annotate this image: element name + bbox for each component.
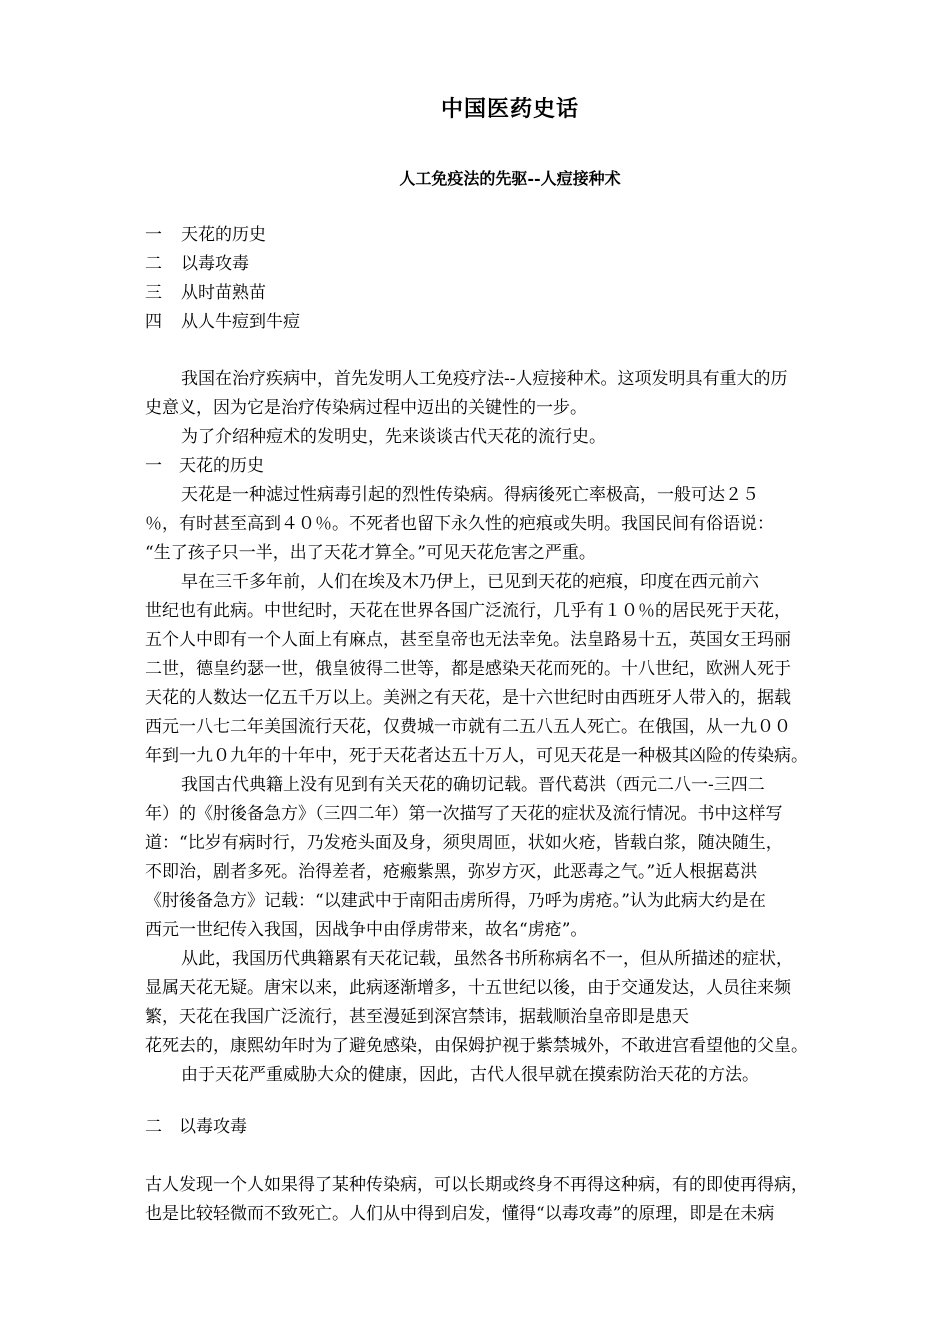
body-line: 繁，天花在我国广泛流行，甚至漫延到深宫禁讳，据载顺治皇帝即是患天: [145, 1007, 689, 1027]
body-line: “生了孩子只一半，出了天花才算全。”可见天花危害之严重。: [145, 543, 596, 563]
body-line: 不即治，剧者多死。治得差者，疮瘢紫黑，弥岁方灭，此恶毒之气。”近人根据葛洪: [145, 862, 758, 882]
body-line: 五个人中即有一个人面上有麻点，甚至皇帝也无法幸免。法皇路易十五，英国女王玛丽: [145, 630, 791, 650]
body-line: 我国在治疗疾病中，首先发明人工免疫疗法--人痘接种术。这项发明具有重大的历: [181, 369, 788, 389]
toc-item: [145, 308, 300, 336]
page-title: 中国医药史话: [440, 96, 579, 122]
body-line: 天花是一种滤过性病毒引起的烈性传染病。得病後死亡率极高，一般可达２５: [181, 485, 759, 505]
body-line: ％，有时甚至高到４０％。不死者也留下永久性的疤痕或失明。我国民间有俗语说：: [145, 514, 774, 534]
toc-item: [145, 221, 266, 249]
toc-item: [145, 250, 249, 278]
toc-number: 四: [145, 312, 162, 332]
body-line: 显属天花无疑。唐宋以来，此病逐渐增多，十五世纪以後，由于交通发达，人员往来频: [145, 978, 791, 998]
body-line: 早在三千多年前，人们在埃及木乃伊上，已见到天花的疤痕，印度在西元前六: [181, 572, 759, 592]
toc-text: 从人牛痘到牛痘: [181, 312, 300, 332]
toc-text: 从时苗熟苗: [181, 283, 266, 303]
body-line: 世纪也有此病。中世纪时，天花在世界各国广泛流行，几乎有１０％的居民死于天花，: [145, 601, 791, 621]
body-line: 道：“比岁有病时行，乃发疮头面及身，须臾周匝，状如火疮，皆载白浆，随决随生，: [145, 833, 783, 853]
section-heading: 一 天花的历史: [145, 456, 264, 476]
body-line: 从此，我国历代典籍累有天花记载，虽然各书所称病名不一，但从所描述的症状，: [181, 949, 793, 969]
body-line: 《肘後备急方》记载：“以建武中于南阳击虏所得，乃呼为虏疮。”认为此病大约是在: [145, 891, 766, 911]
body-line: 由于天花严重威胁大众的健康，因此，古代人很早就在摸索防治天花的方法。: [181, 1065, 759, 1085]
page-subtitle: 人工免疫法的先驱--人痘接种术: [399, 169, 621, 188]
toc-text: 以毒攻毒: [181, 254, 249, 274]
body-line: 也是比较轻微而不致死亡。人们从中得到启发，懂得“以毒攻毒”的原理，即是在未病: [145, 1204, 775, 1224]
toc-number: 一: [145, 225, 162, 245]
toc-item: [145, 279, 266, 307]
body-line: 年）的《肘後备急方》（三四二年）第一次描写了天花的症状及流行情况。书中这样写: [145, 804, 783, 824]
toc-text: 天花的历史: [181, 225, 266, 245]
body-line: 天花的人数达一亿五千万以上。美洲之有天花，是十六世纪时由西班牙人带入的，据载: [145, 688, 791, 708]
toc-number: 三: [145, 283, 162, 303]
body-line: 花死去的，康熙幼年时为了避免感染，由保姆护视于紫禁城外，不敢进宫看望他的父皇。: [145, 1036, 808, 1056]
toc-number: 二: [145, 254, 162, 274]
body-line: 西元一世纪传入我国，因战争中由俘虏带来，故名“虏疮”。: [145, 920, 588, 940]
body-line: 我国古代典籍上没有见到有关天花的确切记载。晋代葛洪（西元二八一-三四二: [181, 775, 765, 795]
body-line: 西元一八七二年美国流行天花，仅费城一市就有二五八五人死亡。在俄国，从一九００: [145, 717, 791, 737]
body-line: 古人发现一个人如果得了某种传染病，可以长期或终身不再得这种病，有的即使再得病，: [145, 1175, 808, 1195]
body-line: 史意义，因为它是治疗传染病过程中迈出的关键性的一步。: [145, 398, 587, 418]
section-heading: 二 以毒攻毒: [145, 1117, 247, 1137]
body-line: 年到一九０九年的十年中，死于天花者达五十万人，可见天花是一种极其凶险的传染病。: [145, 746, 808, 766]
body-line: 二世，德皇约瑟一世，俄皇彼得二世等，都是感染天花而死的。十八世纪，欧洲人死于: [145, 659, 791, 679]
body-line: 为了介绍种痘术的发明史，先来谈谈古代天花的流行史。: [181, 427, 606, 447]
